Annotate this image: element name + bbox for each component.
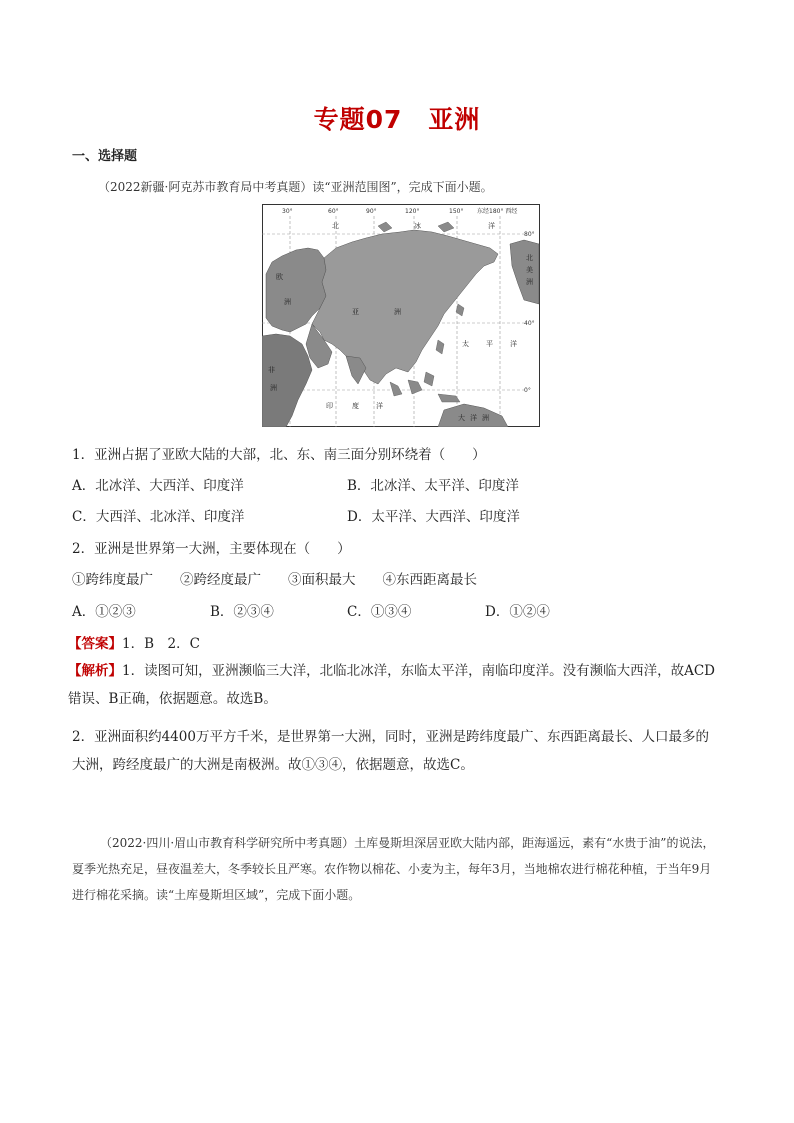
label-indian-2: 度 xyxy=(352,402,359,410)
label-africa-2: 洲 xyxy=(270,384,277,392)
section-heading: 一、选择题 xyxy=(72,149,138,164)
label-indian-1: 印 xyxy=(326,402,333,410)
q1-option-d: D．太平洋、大西洋、印度洋 xyxy=(347,509,520,525)
question-2: 2．亚洲是世界第一大洲，主要体现在（ ） xyxy=(72,541,351,557)
q2-option-c: C．①③④ xyxy=(347,604,412,620)
question-1: 1．亚洲占据了亚欧大陆的大部，北、东、南三面分别环绕着（ ） xyxy=(72,447,486,463)
label-arctic-2: 冰 xyxy=(414,222,421,230)
label-namerica-1: 北 xyxy=(526,254,533,262)
lon-label-180: 东经180° 西经 xyxy=(477,208,518,215)
title-sub: 亚洲 xyxy=(428,105,481,134)
label-oceania-1: 大 xyxy=(458,414,465,422)
q1-option-c: C．大西洋、北冰洋、印度洋 xyxy=(72,509,245,525)
label-namerica-3: 洲 xyxy=(526,278,533,286)
label-pacific-2: 平 xyxy=(486,340,493,348)
label-asia-1: 亚 xyxy=(352,308,359,316)
label-arctic-3: 洋 xyxy=(488,222,495,230)
analysis-1 xyxy=(68,657,718,713)
label-arctic-1: 北 xyxy=(332,222,339,230)
lon-label-150: 150° xyxy=(449,208,464,215)
label-europe-2: 洲 xyxy=(284,298,291,306)
lat-label-80: 80° xyxy=(524,231,535,238)
q2-option-d: D．①②④ xyxy=(485,604,550,620)
q2-items: ①跨纬度最广 ②跨经度最广 ③面积最大 ④东西距离最长 xyxy=(72,572,477,588)
page-title xyxy=(0,100,794,136)
q1-option-a: A．北冰洋、大西洋、印度洋 xyxy=(72,478,244,494)
lon-label-120: 120° xyxy=(405,208,420,215)
q2-option-b: B．②③④ xyxy=(210,604,274,620)
question-intro-1: （2022新疆·阿克苏市教育局中考真题）读“亚洲范围图”，完成下面小题。 xyxy=(98,180,493,194)
label-oceania-2: 洋 xyxy=(470,414,477,422)
answer-line xyxy=(68,632,200,652)
label-indian-3: 洋 xyxy=(376,402,383,410)
label-pacific-1: 太 xyxy=(462,340,469,348)
q2-option-a: A．①②③ xyxy=(72,604,136,620)
lon-label-90: 90° xyxy=(366,208,377,215)
asia-range-map xyxy=(262,204,540,427)
lat-label-0: 0° xyxy=(524,387,531,394)
analysis-2: 2．亚洲面积约4400万平方千米，是世界第一大洲，同时，亚洲是跨纬度最广、东西距离最长、人口最多的大洲，跨经度最广的大洲是南极洲。故①③④，依据题意，故选C。 xyxy=(72,729,709,773)
answer-text: 1．B 2．C xyxy=(122,636,200,652)
analysis-1-text: 1．读图可知，亚洲濒临三大洋，北临北冰洋，东临太平洋，南临印度洋。没有濒临大西洋，故ACD错误、B正确，依据题意。故选B。 xyxy=(68,663,715,707)
analysis-label: 【解析】 xyxy=(68,663,122,679)
lat-label-40: 40° xyxy=(524,320,535,327)
lon-label-30: 30° xyxy=(282,208,293,215)
label-pacific-3: 洋 xyxy=(510,340,517,348)
q1-option-b: B．北冰洋、太平洋、印度洋 xyxy=(347,478,519,494)
answer-label: 【答案】 xyxy=(68,636,122,652)
title-main: 专题07 xyxy=(313,105,403,134)
label-namerica-2: 美 xyxy=(526,266,533,274)
question-intro-2: （2022·四川·眉山市教育科学研究所中考真题）土库曼斯坦深居亚欧大陆内部，距海遥远，素有“水贵于油”的说法，夏季光热充足，昼夜温差大，冬季较长且严寒。农作物以棉花、小麦为主，每年3月，当地棉农进行棉花种植，于当年9月进行棉花采摘。读“土库曼斯坦区域”，完成下面小题。 xyxy=(72,836,715,902)
label-europe-1: 欧 xyxy=(276,273,283,281)
label-oceania-3: 洲 xyxy=(482,414,489,422)
label-asia-2: 洲 xyxy=(394,308,401,316)
label-africa-1: 非 xyxy=(268,366,275,374)
lon-label-60: 60° xyxy=(328,208,339,215)
